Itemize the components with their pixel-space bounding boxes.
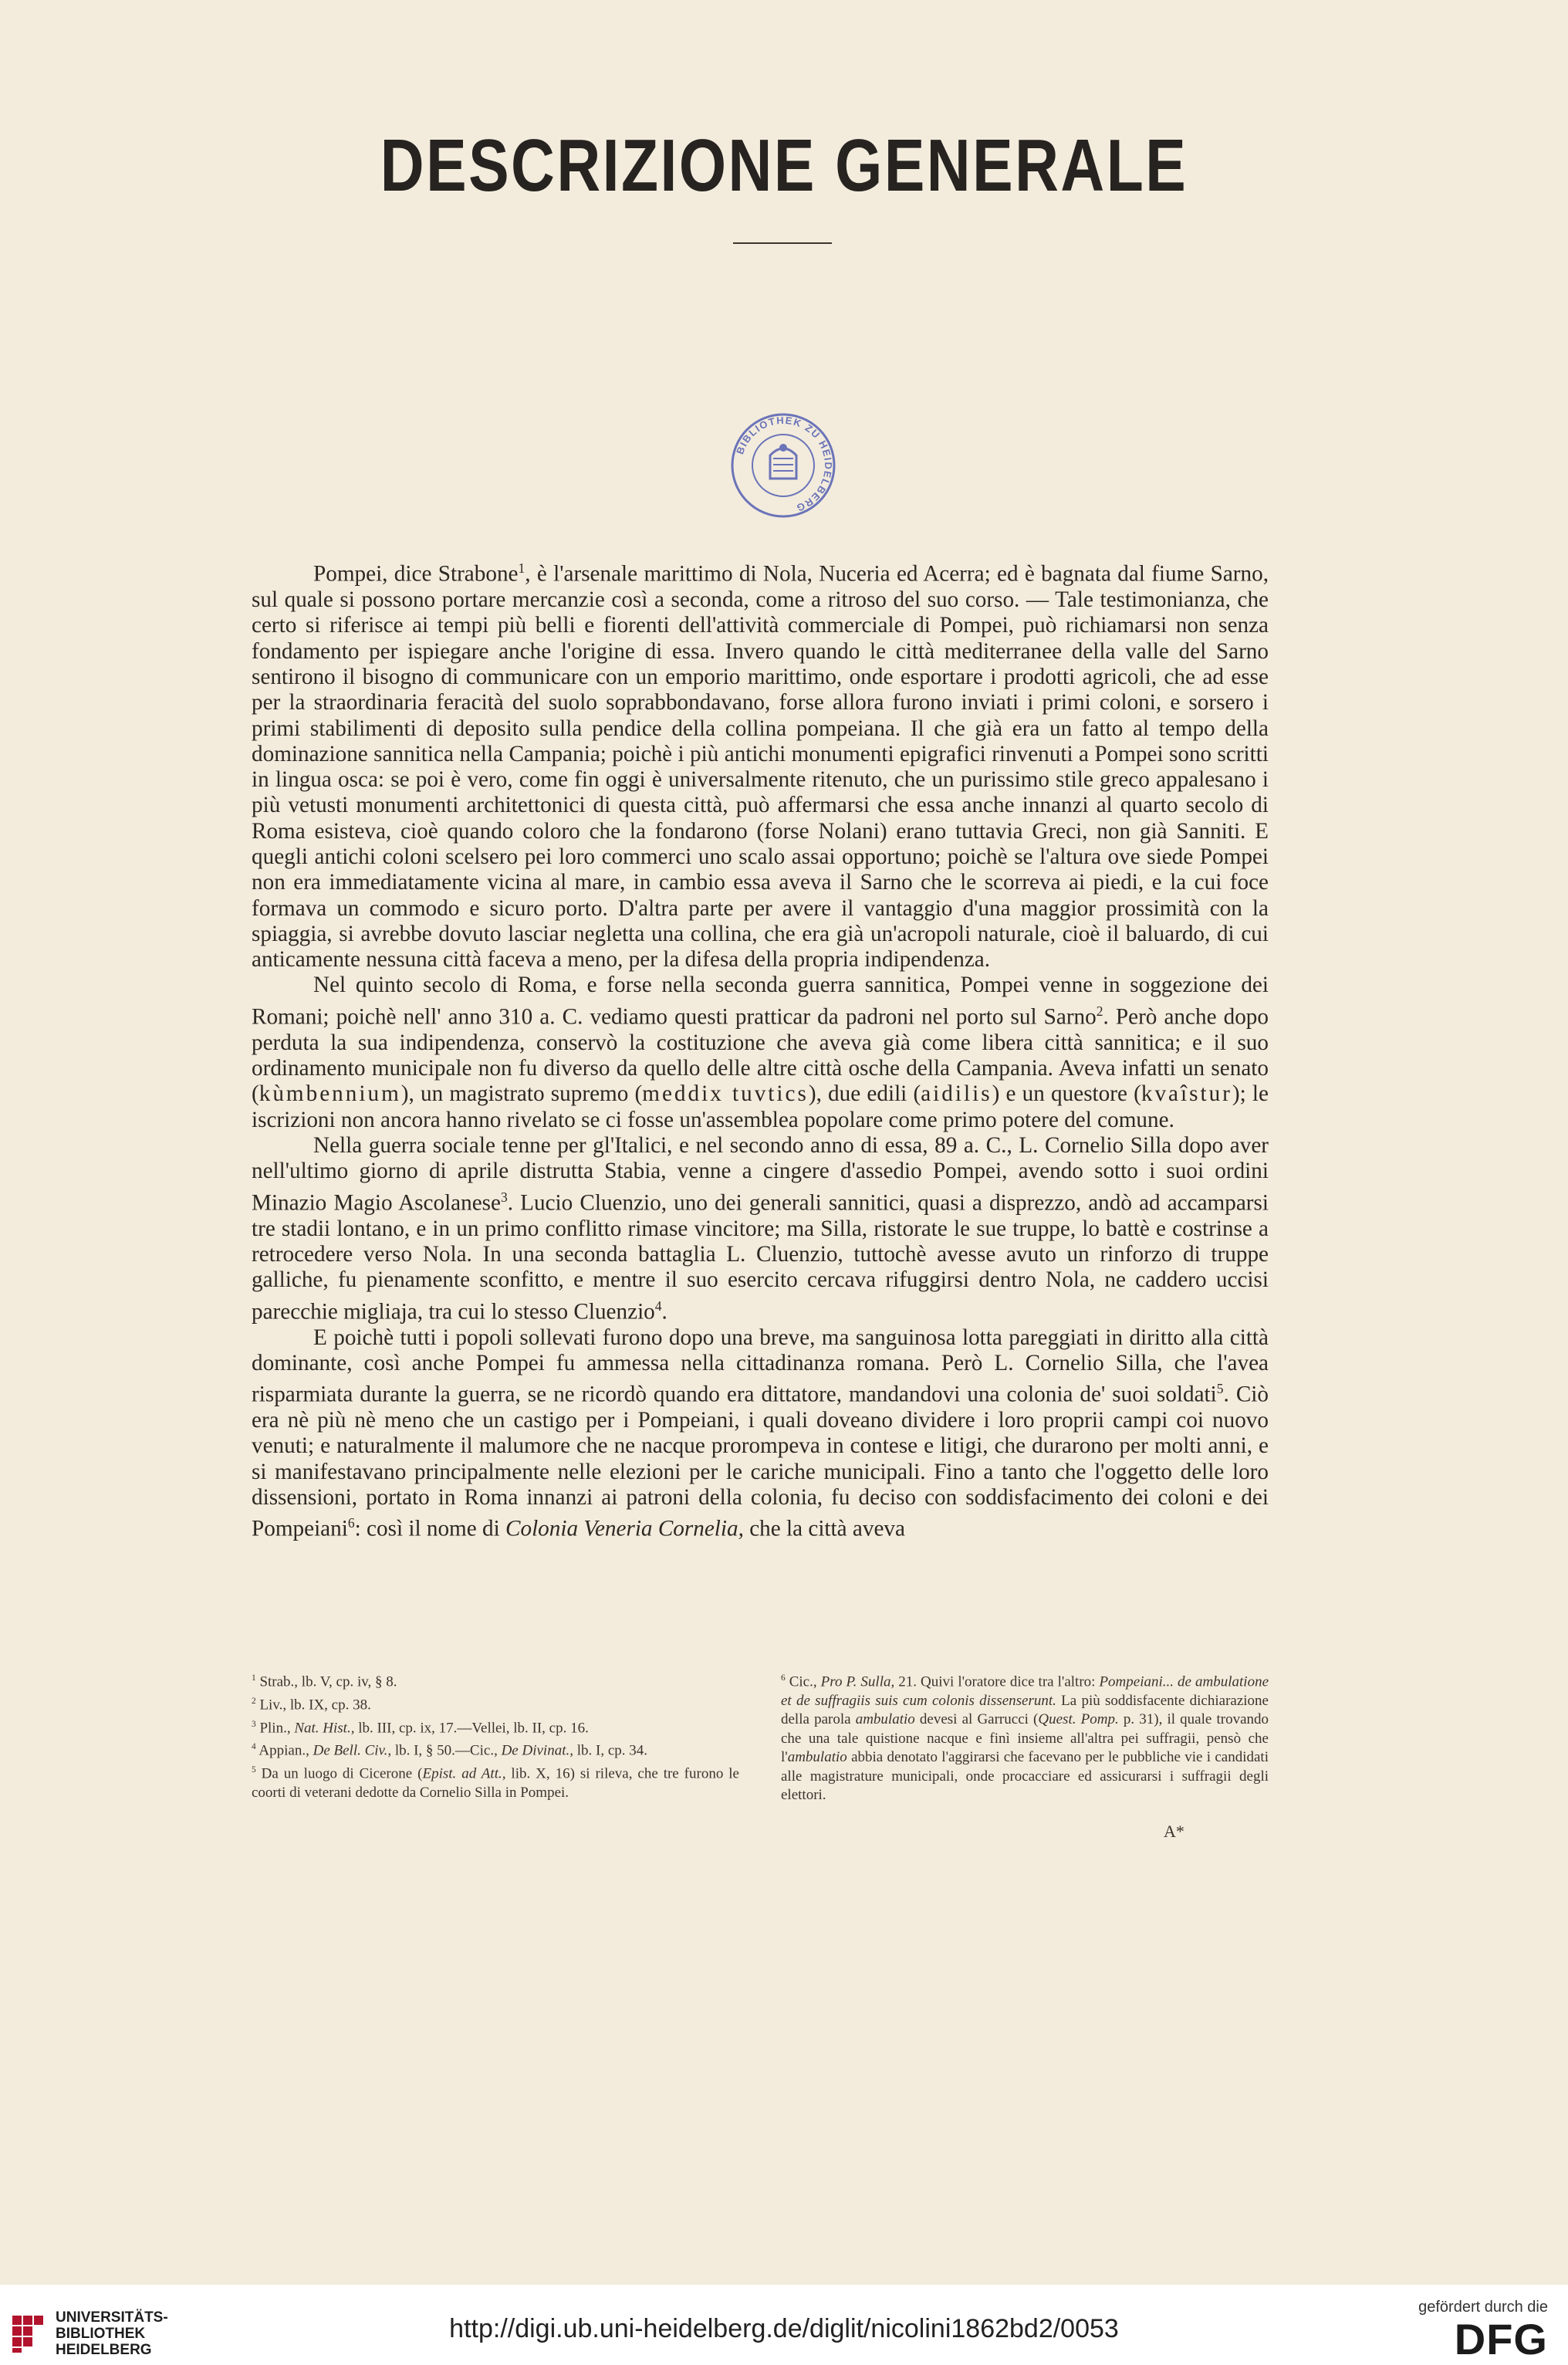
library-name-line3: HEIDELBERG xyxy=(56,2342,152,2358)
footnote-ref: 1 xyxy=(252,1673,256,1683)
italic-text: Epist. ad Att., xyxy=(422,1765,506,1782)
footer-bar xyxy=(0,2285,1568,2365)
body-paragraph xyxy=(252,556,1269,973)
text-run: . Ciò era nè più nè meno che un castigo per i Pompeiani, i quali doveano dividere i loro proprii campi coi nuovo venuti; e naturalmente il malumore che ne nacque prorompeva in contese e litigi, che durarono per molti anni, e si manifestavano principalmente nelle elezioni per le cariche municipali. Fino a tanto che l'oggetto delle loro dissensioni, portato in Roma innanzi ai patroni della colonia, fu deciso con soddisfacimento dei coloni e dei Pompeiani xyxy=(252,1382,1269,1542)
library-name-line1: UNIVERSITÄTS- xyxy=(56,2309,168,2326)
text-run: lb. III, cp. ix, 17.—Vellei, lb. II, cp. 16. xyxy=(354,1719,589,1736)
text-run: 21. Quivi l'oratore dice tra l'altro: xyxy=(894,1673,1100,1690)
funded-by-label: gefördert durch die xyxy=(1418,2299,1548,2316)
footnote-ref: 4 xyxy=(252,1742,256,1752)
text-run: Appian., xyxy=(255,1742,313,1759)
title-rule xyxy=(733,242,832,244)
footnote-ref: 5 xyxy=(252,1765,256,1775)
footnote xyxy=(781,1669,1269,1805)
text-run: E poichè tutti i popoli sollevati furono dopo una breve, ma sanguinosa lotta pareggiati in diritto alla città dominante, così anche Pompei fu ammessa nella cittadinanza romana. Però L. Cornelio Silla, che l'avea risparmiata durante la guerra, se ne ricordò quando era dittatore, mandandovi una colonia de' suoi soldati xyxy=(252,1325,1269,1407)
footnote-ref: 1 xyxy=(518,560,525,576)
text-run: . Lucio Cluenzio, uno dei generali sannitici, quasi a disprezzo, andò ad accamparsi tre stadii lontano, e in un primo conflitto rimase vincitore; ma Silla, ristorate le sue truppe, lo battè e costrinse a retrocedere verso Nola. In una seconda battaglia L. Cluenzio, tuttochè avesse avuto un rinforzo di truppe galliche, fu pienamente sconfitto, e mentre il suo esercito cercava rifuggirsi dentro Nola, ne caddero uccisi parecchie migliaja, tra cui lo stesso Cluenzio xyxy=(252,1190,1269,1325)
italic-text: De Divinat., xyxy=(501,1742,573,1759)
stamp-text: BIBLIOTHEK ZU HEIDELBERG xyxy=(734,414,835,515)
italic-text: Pompeiani... de ambulatione et de suffragiis suis cum colonis dissenserunt. xyxy=(781,1673,1269,1709)
library-stamp-icon xyxy=(725,408,841,523)
dfg-logo[interactable] xyxy=(1418,2299,1548,2363)
text-run: abbia denotato l'aggirarsi che facevano per le pubbliche vie i candidati alle magistrature municipali, onde procacciare ed assicurarsi i suffragii degli elettori. xyxy=(781,1749,1269,1804)
text-run: La più soddisfacente dichiarazione della parola xyxy=(781,1692,1269,1728)
footnotes-right-column xyxy=(781,1669,1269,1805)
footnote xyxy=(252,1737,739,1761)
text-run: Da un luogo di Cicerone ( xyxy=(255,1765,423,1782)
footnote xyxy=(252,1669,739,1692)
text-run: ), due edili ( xyxy=(808,1081,921,1107)
text-run: lb. I, cp. 34. xyxy=(573,1742,648,1759)
main-text xyxy=(252,556,1269,1542)
spaced-term: meddix tuvtics xyxy=(642,1081,809,1107)
text-run: ), un magistrato supremo ( xyxy=(400,1081,643,1107)
body-paragraph xyxy=(252,973,1269,1133)
footnote-ref: 3 xyxy=(252,1719,256,1729)
text-run: Strab., lb. V, cp. iv, § 8. xyxy=(255,1673,397,1690)
text-run: Nel quinto secolo di Roma, e forse nella seconda guerra sannitica, Pompei venne in soggezione dei Romani; poichè nell' anno 310 a. C. vediamo questi pratticar da padroni nel porto sul Sarno xyxy=(252,973,1269,1030)
funder-logo-text: DFG xyxy=(1454,2315,1548,2363)
italic-text: Quest. Pomp. xyxy=(1038,1711,1119,1728)
text-run: . xyxy=(661,1299,667,1325)
text-run: : così il nome di xyxy=(354,1517,506,1542)
footnote-ref: 4 xyxy=(654,1298,662,1314)
footnote-ref: 5 xyxy=(1216,1381,1224,1397)
text-run: Cic., xyxy=(785,1673,821,1690)
body-paragraph xyxy=(252,1325,1269,1543)
footnote-ref: 6 xyxy=(781,1673,786,1683)
footnote-ref: 2 xyxy=(252,1696,256,1706)
spaced-term: kvaîstur xyxy=(1141,1081,1232,1107)
page-title: DESCRIZIONE GENERALE xyxy=(380,124,1188,207)
signature-mark: A* xyxy=(1164,1822,1184,1841)
italic-text: ambulatio xyxy=(855,1711,915,1728)
permalink-url[interactable]: http://digi.ub.uni-heidelberg.de/diglit/nicolini1862bd2/0053 xyxy=(449,2314,1119,2343)
text-run: ) e un questore ( xyxy=(992,1081,1141,1107)
library-name-line2: BIBLIOTHEK xyxy=(56,2326,146,2342)
italic-text: De Bell. Civ., xyxy=(313,1742,392,1759)
spaced-term: aidilis xyxy=(921,1081,992,1107)
text-run: Pompei, dice Strabone xyxy=(313,561,519,587)
footnote xyxy=(252,1715,739,1738)
italic-text: Nat. Hist., xyxy=(294,1719,355,1736)
italic-text: Colonia Veneria Cornelia, xyxy=(505,1517,744,1542)
text-run: Nella guerra sociale tenne per gl'Italici, e nel secondo anno di essa, 89 a. C., L. Cornelio Silla dopo aver nell'ultimo giorno di aprile distrutta Stabia, venne a cingere d'assedio Pompei, avendo sotto i suoi ordini Minazio Magio Ascolanese xyxy=(252,1133,1269,1216)
italic-text: ambulatio xyxy=(787,1749,847,1766)
footnote-ref: 3 xyxy=(501,1189,508,1205)
footnote xyxy=(252,1761,739,1802)
text-run: p. 31), il quale trovando che una tale quistione nacque e finì insieme all'altra pei suffragii, pensò che l' xyxy=(781,1711,1269,1766)
italic-text: Pro P. Sulla, xyxy=(820,1673,895,1690)
text-run: devesi al Garrucci ( xyxy=(914,1711,1039,1728)
footnotes-left-column xyxy=(252,1669,739,1803)
spaced-term: kùmbennium xyxy=(259,1081,401,1107)
text-run: , è l'arsenale marittimo di Nola, Nuceria ed Acerra; ed è bagnata dal fiume Sarno, sul quale si possono portare mercanzie così a seconda, come a ritroso del suo corso. — Tale testimonianza, che certo si riferisce ai tempi più belli e fiorenti dell'attività commerciale di Pompei, può richiamarsi non senza fondamento per ispiegare anche l'origine di essa. Invero quando le città mediterranee della valle del Sarno sentirono il bisogno di communicare con un emporio marittimo, onde esportare i prodotti agricoli, che ad esse per la straordinaria feracità del suolo soprabbondavano, forse allora furono inviati i primi coloni, e sorsero i primi stabilimenti di deposito sulla pendice della collina pompeiana. Il che già era un fatto al tempo della dominazione sannitica nella Campania; poichè i più antichi monumenti epigrafici rinvenuti a Pompei sono scritti in lingua osca: se poi è vero, come fin oggi è universalmente ritenuto, che un purissimo stile greco appalesano i più vetusti monumenti architettonici di questa città, può affermarsi che essa anche innanzi al quarto secolo di Roma esisteva, cioè quando coloro che la fondarono (forse Nolani) erano tuttavia Greci, non già Sanniti. E quegli antichi coloni scelsero pei loro commerci uno scalo assai opportuno; poichè se l'altura ove siede Pompei non era immediatamente vicina al mare, in cambio essa aveva il Sarno che le scorreva ai piedi, e la cui foce formava un commodo e sicuro porto. D'altra parte per avere il vantaggio d'una maggior prossimità con la spiaggia, si avrebbe dovuto lasciar negletta una collina, che era già un'acropoli naturale, cioè il baluardo, di cui anticamente nessuna città faceva a meno, per la difesa della propria indipendenza. xyxy=(252,561,1269,973)
footnote xyxy=(252,1692,739,1715)
body-paragraph xyxy=(252,1133,1269,1325)
text-run: ); le iscrizioni non ancora hanno rivelato se ci fosse un'assemblea popolare come primo potere del comune. xyxy=(252,1081,1269,1132)
text-run: lb. I, § 50.—Cic., xyxy=(391,1742,502,1759)
text-run: Plin., xyxy=(255,1719,295,1736)
text-run: che la città aveva xyxy=(743,1517,905,1542)
text-run: . Però anche dopo perduta la sua indipendenza, conservò la costituzione che aveva già come libera città sannitica; e il suo ordinamento municipale non fu diverso da quello delle altre città osche della Campania. Aveva infatti un senato ( xyxy=(252,1004,1269,1107)
text-run: Liv., lb. IX, cp. 38. xyxy=(255,1697,371,1714)
footnote-ref: 6 xyxy=(347,1515,355,1531)
footnote-ref: 2 xyxy=(1096,1003,1103,1019)
text-run: lib. X, 16) si rileva, che tre furono le coorti di veterani dedotte da Cornelio Silla in Pompei. xyxy=(252,1765,739,1802)
